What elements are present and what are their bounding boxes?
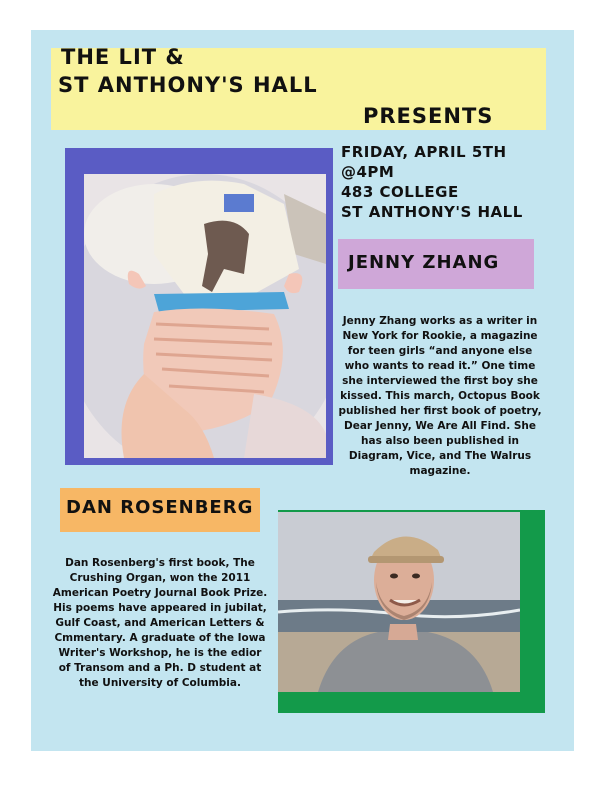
presenter-line-2: ST ANTHONY'S HALL <box>58 73 318 97</box>
event-details <box>341 142 523 222</box>
event-venue: ST ANTHONY'S HALL <box>341 203 523 221</box>
jenny-name-box <box>338 239 534 289</box>
event-address: 483 COLLEGE <box>341 183 459 201</box>
event-time: @4PM <box>341 163 395 181</box>
jenny-name: JENNY ZHANG <box>348 252 500 273</box>
dan-name-box <box>60 488 260 532</box>
dan-bio: Dan Rosenberg's first book, The Crushing Organ, won the 2011 American Poetry Journal Book Prize. His poems have appeared in jubilat, Gulf Coast, and American Letters & Cmmentary. A graduate of the Iowa Writer's Workshop, he is the edior of Transom and a Ph. D student at the University of Columbia. <box>52 557 268 689</box>
jenny-zhang-photo <box>84 174 326 458</box>
dan-photo-illustration <box>278 512 520 692</box>
dan-name: DAN ROSENBERG <box>66 497 254 518</box>
presenter-line-1: THE LIT & <box>61 45 185 69</box>
dan-rosenberg-photo <box>278 512 520 692</box>
presents-heading: PRESENTS <box>363 104 494 128</box>
jenny-photo-illustration <box>84 174 326 458</box>
event-date: FRIDAY, APRIL 5TH <box>341 143 507 161</box>
jenny-bio: Jenny Zhang works as a writer in New York for Rookie, a magazine for teen girls “and anyone else who wants to read it.” One time she interviewed the first boy she kissed. This march, Octopus Book published her first book of poetry, Dear Jenny, We Are All Find. She has also been published in Diagram, Vice, and The Walrus magazine. <box>338 315 542 477</box>
